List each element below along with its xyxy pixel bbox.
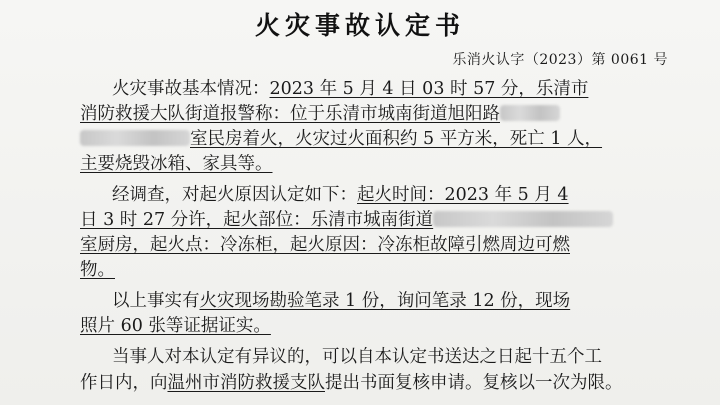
document-number: 乐消火认字（2023）第 0061 号: [452, 52, 668, 68]
redacted-address-2: [80, 130, 190, 146]
document-title: 火灾事故认定书: [254, 11, 465, 40]
para1-line4: [80, 153, 273, 175]
para2-line2: [80, 209, 613, 231]
para1-line3: [80, 128, 602, 150]
para2-line4: [80, 259, 115, 281]
redacted-address-3: [433, 211, 613, 227]
para4-line2-prefix: 作日内，向: [80, 373, 168, 393]
para3-line2-text: 照片 60 张等证据证实。: [80, 316, 271, 336]
para1-line1: [112, 78, 588, 100]
para2-line1-text: 起火时间：2023 年 5 月 4: [357, 185, 569, 205]
para1-line2: [80, 103, 560, 125]
para2-line2-text: 日 3 时 27 分许，起火部位：乐清市城南街道: [80, 210, 434, 230]
para3-line2: [80, 315, 271, 337]
para4-org: 温州市消防救援支队: [167, 373, 325, 393]
para3-line1: [112, 290, 570, 312]
para2-line3: [80, 234, 570, 256]
para4-line2-suffix: 提出书面复核申请。复核以一次为限。: [325, 373, 623, 393]
redacted-address-1: [500, 105, 560, 121]
para4-line1: [112, 346, 602, 368]
para2-line1: [112, 184, 569, 206]
para2-label: 经调查，对起火原因认定如下：: [112, 185, 357, 205]
para1-line1-text: 2023 年 5 月 4 日 03 时 57 分，乐清市: [269, 79, 589, 99]
para1-line2-text: 消防救援大队街道报警称：位于乐清市城南街道旭阳路: [80, 104, 500, 124]
para4-line1-text: 当事人对本认定有异议的，可以自本认定书送达之日起十五个工: [112, 347, 602, 367]
para2-line4-text: 物。: [80, 260, 115, 280]
para1-label: 火灾事故基本情况：: [112, 79, 270, 99]
para1-line4-text: 主要烧毁冰箱、家具等。: [80, 154, 273, 174]
para1-line3-text: 室民房着火，火灾过火面积约 5 平方米，死亡 1 人，: [190, 129, 603, 149]
para3-prefix: 以上事实有: [112, 291, 200, 311]
para2-line3-text: 室厨房，起火点：冷冻柜，起火原因：冷冻柜故障引燃周边可燃: [80, 235, 570, 255]
para3-line1-text: 火灾现场勘验笔录 1 份，询问笔录 12 份，现场: [199, 291, 571, 311]
para4-line2: [80, 372, 623, 394]
